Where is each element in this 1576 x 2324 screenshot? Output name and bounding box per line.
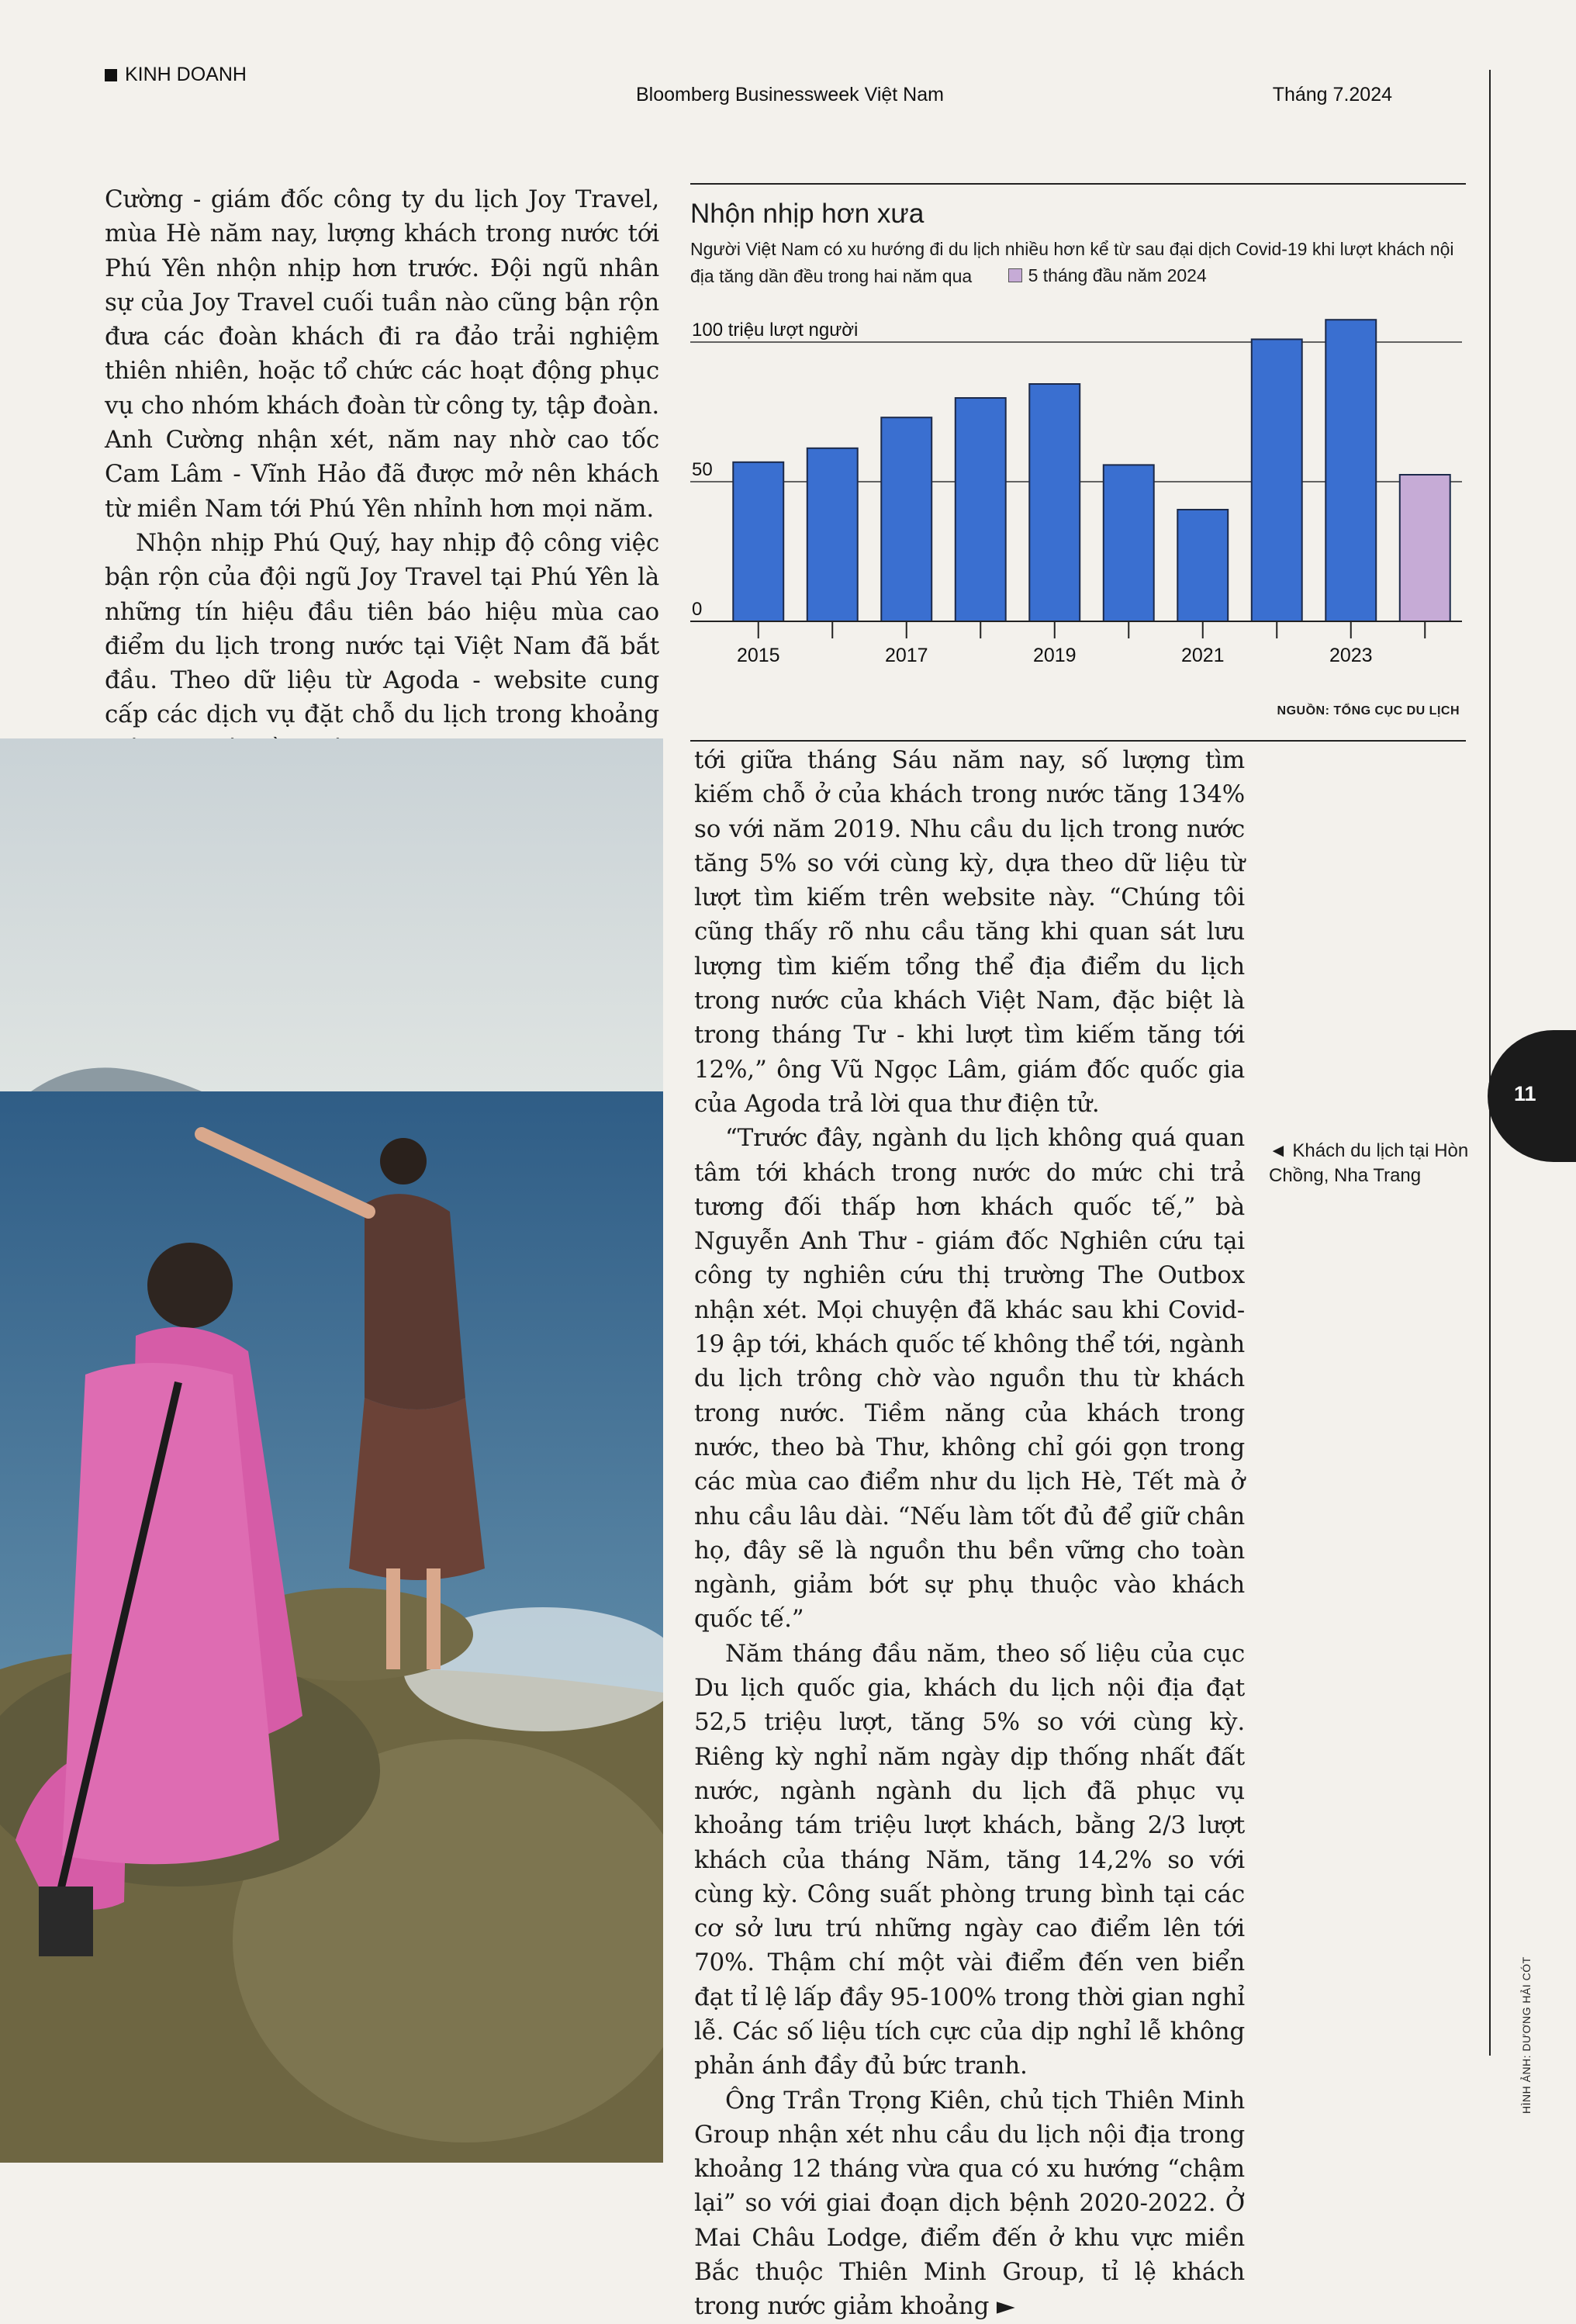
article-column-1 xyxy=(105,182,659,766)
bar-2015 xyxy=(733,462,783,621)
chart-subtitle-text: Người Việt Nam có xu hướng đi du lịch nhiều hơn kể từ sau đại dịch Covid-19 khi lượt khách nội địa tăng dần đều trong hai năm qua xyxy=(690,239,1454,286)
bar-2017 xyxy=(881,417,931,621)
bar-2018 xyxy=(956,398,1006,621)
x-tick-label: 2017 xyxy=(884,645,928,666)
article-column-2 xyxy=(694,743,1245,2324)
bar-2024 xyxy=(1400,475,1450,621)
bar-2021 xyxy=(1177,510,1228,621)
section-square-icon xyxy=(105,69,117,81)
chart-title: Nhộn nhịp hơn xưa xyxy=(690,199,925,229)
chart-block xyxy=(690,183,1466,742)
x-tick-label: 2019 xyxy=(1032,645,1077,666)
chart-source: NGUỒN: TỔNG CỤC DU LỊCH xyxy=(1277,704,1460,718)
right-margin-rule xyxy=(1489,70,1491,2056)
section-label xyxy=(105,64,247,86)
bar-2019 xyxy=(1029,384,1080,621)
paragraph: Năm tháng đầu năm, theo số liệu của cục Du lịch quốc gia, khách du lịch nội địa đạt 52,5 triệu lượt, tăng 5% so với cùng kỳ. Riêng kỳ nghỉ năm ngày dịp thống nhất đất nước, ngành ngành du lịch đã phục vụ khoảng tám triệu lượt khách, bằng 2/3 lượt khách của tháng Năm, tăng 14,2% so với cùng kỳ. Công suất phòng trung bình tại các cơ sở lưu trú những ngày cao điểm lên tới 70%. Thậm chí một vài điểm đến ven biển đạt tỉ lệ lấp đầy 95-100% trong thời gian nghỉ lễ. Các số liệu tích cực của dịp nghỉ lễ không phản ánh đầy đủ bức tranh. xyxy=(694,1639,1245,2080)
paragraph: tới giữa tháng Sáu năm nay, số lượng tìm kiếm chỗ ở của khách trong nước tăng 134% so với năm 2019. Nhu cầu du lịch trong nước tăng 5% so với cùng kỳ, dựa theo dữ liệu từ lượt tìm kiếm trên website này. “Chúng tôi cũng thấy rõ nhu cầu tăng khi quan sát lưu lượng tìm kiếm tổng thể địa điểm du lịch trong nước của khách Việt Nam, đặc biệt là trong tháng Tư - khi lượt tìm kiếm tăng tới 12%,” ông Vũ Ngọc Lâm, giám đốc quốc gia của Agoda trả lời qua thư điện tử. xyxy=(694,746,1245,1118)
tourists-photo xyxy=(0,738,663,2163)
paragraph: Cường - giám đốc công ty du lịch Joy Travel, mùa Hè năm nay, lượng khách trong nước tới Phú Yên nhộn nhịp hơn trước. Đội ngũ nhân sự của Joy Travel cuối tuần nào cũng bận rộn đưa các đoàn khách đi ra đảo trải nghiệm thiên nhiên, hoặc tổ chức các hoạt động phục vụ cho nhóm khách đoàn từ công ty, tập đoàn. Anh Cường nhận xét, năm nay nhờ cao tốc Cam Lâm - Vĩnh Hảo đã được mở nên khách từ miền Nam tới Phú Yên nhỉnh hơn mọi năm. xyxy=(105,185,659,523)
bar-2023 xyxy=(1325,320,1376,621)
chart-subtitle xyxy=(690,236,1466,289)
legend-label: 5 tháng đầu năm 2024 xyxy=(1028,265,1207,285)
page-number: 11 xyxy=(1514,1082,1536,1105)
page-header xyxy=(105,64,1392,110)
article-photo xyxy=(0,738,663,2163)
bar-chart xyxy=(690,315,1466,703)
bar-2016 xyxy=(807,448,858,621)
photo-caption: ◄ Khách du lịch tại Hòn Chồng, Nha Trang xyxy=(1269,1140,1469,1186)
section-name: KINH DOANH xyxy=(125,64,247,85)
x-tick-label: 2021 xyxy=(1180,645,1225,666)
x-tick-label: 2015 xyxy=(736,645,780,666)
legend-swatch xyxy=(1008,268,1022,282)
y-tick-label: 100 triệu lượt người xyxy=(692,320,859,341)
paragraph: “Trước đây, ngành du lịch không quá quan tâm tới khách trong nước do mức chi trả tương đối thấp hơn khách quốc tế,” bà Nguyễn Anh Thư - giám đốc Nghiên cứu tại công ty nghiên cứu thị trường The Outbox nhận xét. Mọi chuyện đã khác sau khi Covid-19 ập tới, khách quốc tế không thể tới, ngành du lịch trông chờ vào nguồn thu từ khách trong nước. Tiềm năng của khách trong nước, theo bà Thư, không chỉ gói gọn trong các mùa cao điểm như du lịch Hè, Tết mà ở nhu cầu lâu dài. “Nếu làm tốt đủ để giữ chân họ, đây sẽ là nguồn thu bền vững cho toàn ngành, giảm bớt sự phụ thuộc vào khách quốc tế.” xyxy=(694,1124,1245,1634)
chart-legend xyxy=(1008,262,1207,289)
issue-date: Tháng 7.2024 xyxy=(1272,84,1392,105)
y-tick-label: 0 xyxy=(692,599,703,620)
photo-credit: HÌNH ẢNH: DƯƠNG HẢI CÓT xyxy=(1520,1956,1533,2114)
paragraph: Nhộn nhịp Phú Quý, hay nhịp độ công việc bận rộn của đội ngũ Joy Travel tại Phú Yên là những tín hiệu đầu tiên báo hiệu mùa cao điểm du lịch trong nước tại Việt Nam đã bắt đầu. Theo dữ liệu từ Agoda - website cung cấp các dịch vụ đặt chỗ du lịch trong khoảng xyxy=(105,528,659,729)
publication-name: Bloomberg Businessweek Việt Nam xyxy=(636,84,944,105)
y-tick-label: 50 xyxy=(692,459,713,480)
bar-2022 xyxy=(1252,339,1302,621)
bar-2020 xyxy=(1104,465,1154,621)
paragraph: Ông Trần Trọng Kiên, chủ tịch Thiên Minh Group nhận xét nhu cầu du lịch nội địa trong khoảng 12 tháng vừa qua có xu hướng “chậm lại” so với giai đoạn dịch bệnh 2020-2022. Ở Mai Châu Lodge, điểm đến ở khu vực miền Bắc thuộc Thiên Minh Group, tỉ lệ khách trong nước giảm khoảng ► xyxy=(694,2086,1245,2321)
chart-bottom-rule xyxy=(690,740,1466,742)
chart-top-rule xyxy=(690,183,1466,185)
x-tick-label: 2023 xyxy=(1329,645,1373,666)
